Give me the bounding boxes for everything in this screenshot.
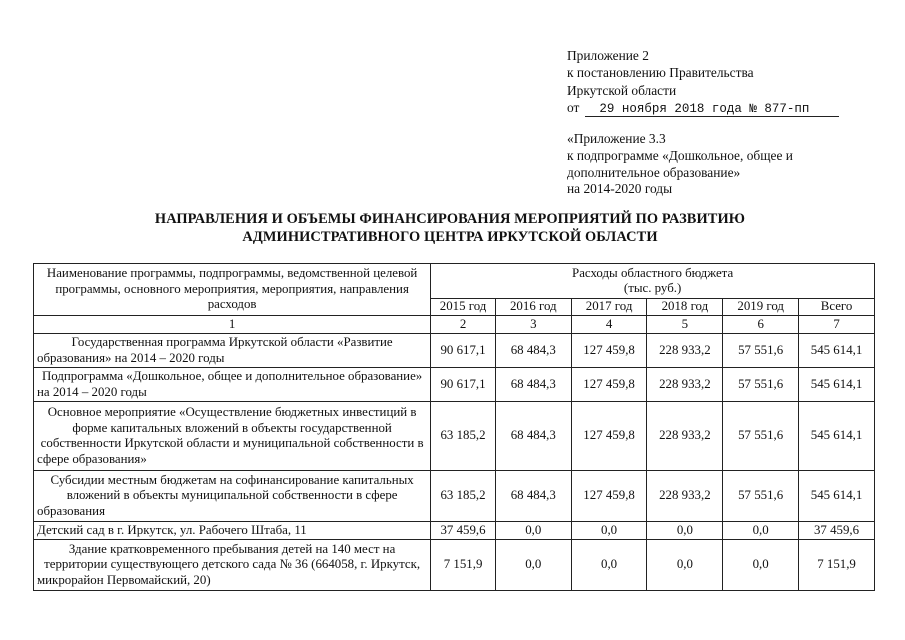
title-line-1: НАПРАВЛЕНИЯ И ОБЪЕМЫ ФИНАНСИРОВАНИЯ МЕРОПРИЯТИЙ ПО РАЗВИТИЮ (154, 211, 746, 227)
row-name: Подпрограмма «Дошкольное, общее и дополнительное образование» на 2014 – 2020 годы (34, 368, 431, 402)
title-line-2: АДМИНИСТРАТИВНОГО ЦЕНТРА ИРКУТСКОЙ ОБЛАСТИ (242, 229, 658, 245)
year-header: 2017 год (571, 299, 647, 316)
value-2018: 0,0 (647, 540, 723, 591)
column-number: 6 (723, 316, 799, 334)
value-total: 37 459,6 (799, 522, 875, 540)
table-row (34, 522, 875, 540)
value-2015: 90 617,1 (431, 334, 496, 368)
budget-table (33, 263, 875, 591)
budget-header-title: Расходы областного бюджета (572, 265, 734, 280)
value-total: 545 614,1 (799, 471, 875, 522)
value-2016: 68 484,3 (495, 334, 571, 368)
sub-appendix-line-3: дополнительное образование» (567, 164, 741, 180)
value-2017: 0,0 (571, 522, 647, 540)
value-2018: 228 933,2 (647, 402, 723, 471)
decree-date: 29 ноября 2018 года № 877-пп (585, 102, 839, 117)
column-number: 4 (571, 316, 647, 334)
value-2016: 0,0 (495, 540, 571, 591)
appendix-line-1: Приложение 2 (567, 48, 649, 63)
value-2018: 228 933,2 (647, 368, 723, 402)
value-total: 545 614,1 (799, 334, 875, 368)
row-name: Субсидии местным бюджетам на софинансирование капитальных вложений в объекты муниципальной собственности в сфере образования (34, 471, 431, 522)
value-2017: 127 459,8 (571, 368, 647, 402)
year-header: 2016 год (495, 299, 571, 316)
column-number: 7 (799, 316, 875, 334)
sub-appendix-line-2: к подпрограмме «Дошкольное, общее и (567, 147, 793, 163)
year-header: 2019 год (723, 299, 799, 316)
sub-appendix-header (567, 131, 887, 198)
value-total: 7 151,9 (799, 540, 875, 591)
decree-from-label: от (567, 100, 580, 116)
column-number: 2 (431, 316, 496, 334)
decree-line (567, 99, 887, 117)
appendix-line-2: к постановлению Правительства (567, 65, 754, 81)
value-2015: 7 151,9 (431, 540, 496, 591)
column-number: 5 (647, 316, 723, 334)
year-header: 2015 год (431, 299, 496, 316)
table-row (34, 540, 875, 591)
row-name: Основное мероприятие «Осуществление бюджетных инвестиций в форме капитальных вложений в объекты государственной собственности Иркутской области и муниципальной собственности в сфере образования» (34, 402, 431, 471)
value-2017: 127 459,8 (571, 334, 647, 368)
total-header: Всего (799, 299, 875, 316)
value-2019: 57 551,6 (723, 368, 799, 402)
budget-header-unit: (тыс. руб.) (623, 281, 682, 295)
value-2019: 57 551,6 (723, 334, 799, 368)
row-name: Детский сад в г. Иркутск, ул. Рабочего Штаба, 11 (34, 522, 431, 540)
sub-appendix-line-4: на 2014-2020 годы (567, 181, 673, 197)
row-name: Здание кратковременного пребывания детей на 140 мест на территории существующего детского сада № 36 (664058, г. Иркутск, микрорайон Первомайский, 20) (34, 540, 431, 591)
value-total: 545 614,1 (799, 368, 875, 402)
value-2018: 0,0 (647, 522, 723, 540)
value-2017: 127 459,8 (571, 402, 647, 471)
value-2015: 63 185,2 (431, 402, 496, 471)
table-row (34, 368, 875, 402)
appendix-header (567, 47, 887, 117)
table-row (34, 402, 875, 471)
value-2018: 228 933,2 (647, 334, 723, 368)
value-2017: 0,0 (571, 540, 647, 591)
value-2016: 0,0 (495, 522, 571, 540)
budget-header (431, 264, 875, 299)
value-2016: 68 484,3 (495, 368, 571, 402)
year-header: 2018 год (647, 299, 723, 316)
value-2015: 37 459,6 (431, 522, 496, 540)
document-title (40, 210, 860, 246)
name-column-header: Наименование программы, подпрограммы, ведомственной целевой программы, основного мероприятия, мероприятия, направления расходов (34, 264, 431, 316)
value-total: 545 614,1 (799, 402, 875, 471)
value-2019: 0,0 (723, 522, 799, 540)
column-numbers-row (34, 316, 875, 334)
column-number: 1 (34, 316, 431, 334)
value-2016: 68 484,3 (495, 471, 571, 522)
value-2017: 127 459,8 (571, 471, 647, 522)
value-2019: 57 551,6 (723, 471, 799, 522)
value-2019: 57 551,6 (723, 402, 799, 471)
sub-appendix-line-1: «Приложение 3.3 (567, 131, 666, 146)
value-2015: 63 185,2 (431, 471, 496, 522)
appendix-line-3: Иркутской области (567, 82, 677, 98)
column-number: 3 (495, 316, 571, 334)
value-2015: 90 617,1 (431, 368, 496, 402)
table-row (34, 471, 875, 522)
value-2016: 68 484,3 (495, 402, 571, 471)
table-row (34, 334, 875, 368)
row-name: Государственная программа Иркутской области «Развитие образования» на 2014 – 2020 годы (34, 334, 431, 368)
value-2019: 0,0 (723, 540, 799, 591)
header-row (34, 264, 875, 299)
value-2018: 228 933,2 (647, 471, 723, 522)
